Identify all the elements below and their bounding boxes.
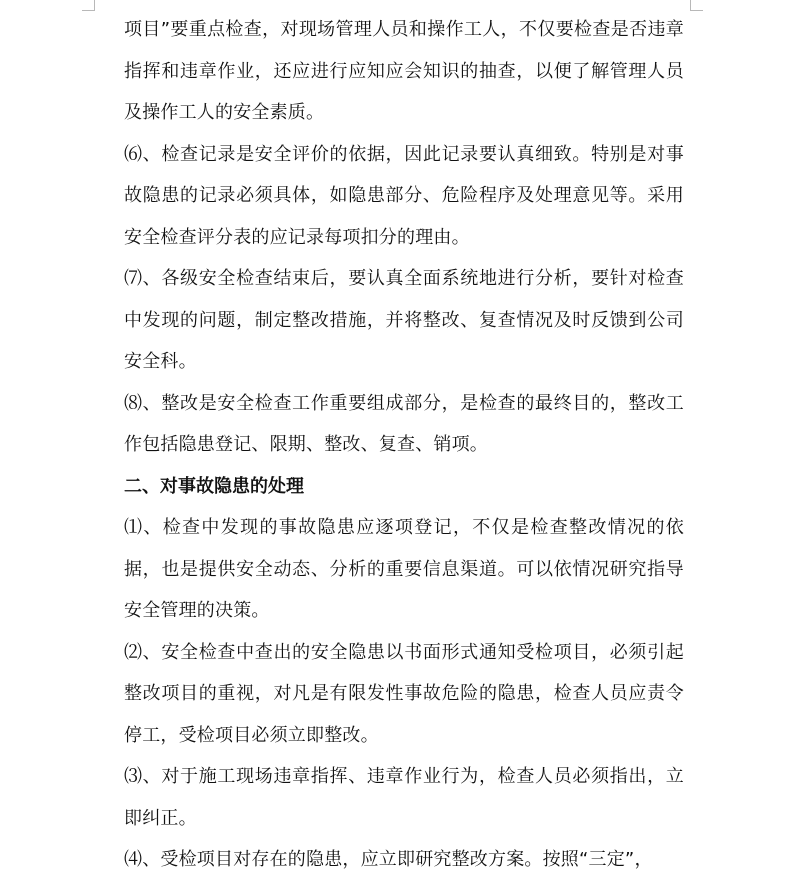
section-heading-hazard-handling: 二、对事故隐患的处理 <box>124 475 304 497</box>
paragraph-written-notice: ⑵、安全检查中查出的安全隐患以书面形式通知受检项目，必须引起整改项目的重视，对凡是有限发性事故危险的隐患，检查人员应责令停工，受检项目必须立即整改。 <box>124 641 684 746</box>
document-body <box>124 9 684 881</box>
paragraph-rectification-plan: ⑷、受检项目对存在的隐患，应立即研究整改方案。按照“三定”， <box>124 849 653 870</box>
margin-corner-mark-right <box>690 0 703 11</box>
paragraph-inspection-items: 项目”要重点检查，对现场管理人员和操作工人，不仅要检查是否违章指挥和违章作业，还应进行应知应会知识的抽查，以便了解管理人员及操作工人的安全素质。 <box>124 19 684 123</box>
paragraph-inspection-records: ⑹、检查记录是安全评价的依据，因此记录要认真细致。特别是对事故隐患的记录必须具体，如隐患部分、危险程序及处理意见等。采用安全检查评分表的应记录每项扣分的理由。 <box>124 143 684 248</box>
margin-corner-mark-left <box>82 0 95 11</box>
paragraph-rectification: ⑻、整改是安全检查工作重要组成部分，是检查的最终目的，整改工作包括隐患登记、限期、整改、复查、销项。 <box>124 392 684 455</box>
paragraph-post-inspection-analysis: ⑺、各级安全检查结束后，要认真全面系统地进行分析，要针对检查中发现的问题，制定整改措施，并将整改、复查情况及时反馈到公司安全科。 <box>124 268 684 372</box>
paragraph-violation-correction: ⑶、对于施工现场违章指挥、违章作业行为，检查人员必须指出，立即纠正。 <box>124 766 684 829</box>
paragraph-hazard-registration: ⑴、检查中发现的事故隐患应逐项登记，不仅是检查整改情况的依据，也是提供安全动态、分析的重要信息渠道。可以依情况研究指导安全管理的决策。 <box>124 517 684 621</box>
